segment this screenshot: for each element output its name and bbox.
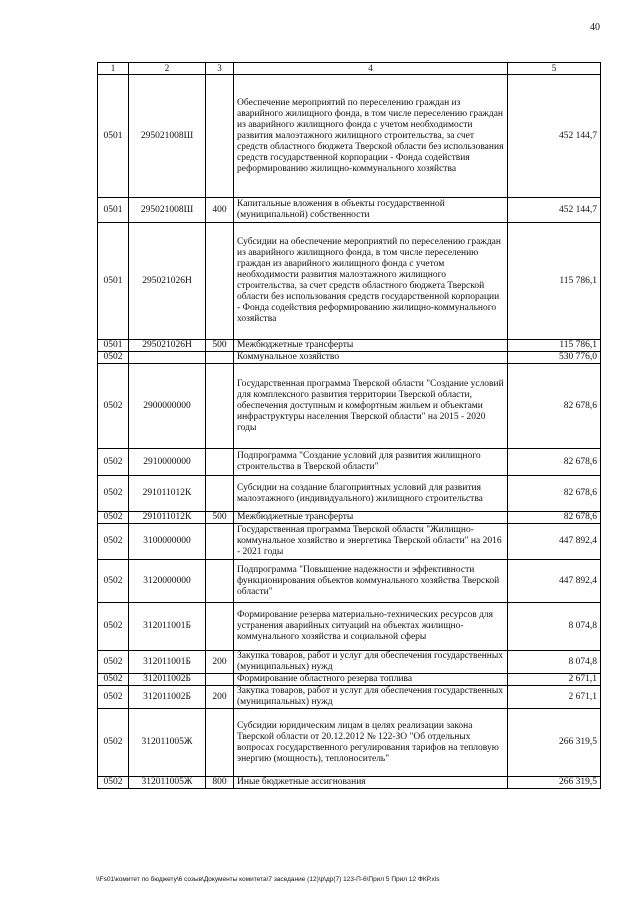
- table-row: [98, 340, 601, 352]
- type-cell: [206, 449, 234, 476]
- name-cell: Субсидии на обеспечение мероприятий по переселению граждан из аварийного жилищного фонда, в том числе переселению граждан из аварийного жилищного фонда с учетом необходимости развития малоэтажного жилищного строительства, за счет средств областного бюджета Тверской области без использования средств государственной корпорации - Фонда содействия реформированию жилищно-коммунального хозяйства: [234, 223, 508, 340]
- name-cell: Межбюджетные трансферты: [234, 512, 508, 524]
- code-cell: 312011005Ж: [129, 709, 206, 777]
- section-cell: 0502: [98, 674, 129, 686]
- code-cell: 291011012К: [129, 476, 206, 512]
- code-cell: [129, 352, 206, 364]
- name-cell: Субсидии юридическим лицам в целях реализации закона Тверской области от 20.12.2012 № 122-ЗО "Об отдельных вопросах государственного регулирования тарифов на тепловую энергию (мощность), теплоноситель": [234, 709, 508, 777]
- code-cell: 291011012К: [129, 512, 206, 524]
- type-cell: 400: [206, 198, 234, 223]
- amount-cell: 115 786,1: [508, 340, 601, 352]
- amount-cell: 266 319,5: [508, 777, 601, 789]
- name-cell: Подпрограмма "Повышение надежности и эффективности функционирования объектов коммунального хозяйства Тверской области": [234, 560, 508, 603]
- name-cell: Формирование резерва материально-технических ресурсов для устранения аварийных ситуаций на объектах жилищно-коммунального хозяйства и социальной сферы: [234, 603, 508, 651]
- table-row: [98, 352, 601, 364]
- section-cell: 0502: [98, 512, 129, 524]
- amount-cell: 2 671,1: [508, 674, 601, 686]
- name-cell: Закупка товаров, работ и услуг для обеспечения государственных (муниципальных) нужд: [234, 651, 508, 674]
- table-header-row: [98, 63, 601, 75]
- name-cell: Государственная программа Тверской области "Создание условий для комплексного развития территории Тверской области, обеспечения доступным и комфортным жильем и объектами инфраструктуры населения Тверской области" на 2015 - 2020 годы: [234, 364, 508, 449]
- footer-file-path: \\Fs01\комитет по бюджету\6 созыв\Документы комитета\7 заседание (12)\р\др(7) 123-П-6\Прил 5 Прил 12 ФКР.xls: [96, 876, 440, 883]
- header-col-3: 3: [206, 63, 234, 75]
- amount-cell: 82 678,6: [508, 476, 601, 512]
- name-cell: Подпрограмма "Создание условий для развития жилищного строительства в Тверской области": [234, 449, 508, 476]
- table-row: [98, 709, 601, 777]
- amount-cell: 82 678,6: [508, 512, 601, 524]
- table-row: [98, 651, 601, 674]
- type-cell: 500: [206, 512, 234, 524]
- name-cell: Капитальные вложения в объекты государственной (муниципальной) собственности: [234, 198, 508, 223]
- amount-cell: 8 074,8: [508, 603, 601, 651]
- type-cell: 200: [206, 686, 234, 709]
- code-cell: 2910000000: [129, 449, 206, 476]
- type-cell: [206, 560, 234, 603]
- section-cell: 0502: [98, 524, 129, 560]
- amount-cell: 8 074,8: [508, 651, 601, 674]
- table-row: [98, 223, 601, 340]
- table-row: [98, 524, 601, 560]
- table-row: [98, 449, 601, 476]
- code-cell: 3120000000: [129, 560, 206, 603]
- amount-cell: 266 319,5: [508, 709, 601, 777]
- section-cell: 0502: [98, 651, 129, 674]
- table-row: [98, 560, 601, 603]
- type-cell: [206, 709, 234, 777]
- type-cell: [206, 352, 234, 364]
- table-row: [98, 198, 601, 223]
- section-cell: 0501: [98, 340, 129, 352]
- code-cell: 295021026Н: [129, 340, 206, 352]
- code-cell: 295021008Ш: [129, 198, 206, 223]
- page-number: 40: [590, 22, 600, 33]
- type-cell: [206, 75, 234, 198]
- table-row: [98, 777, 601, 789]
- section-cell: 0502: [98, 352, 129, 364]
- table-row: [98, 686, 601, 709]
- amount-cell: 82 678,6: [508, 364, 601, 449]
- section-cell: 0501: [98, 75, 129, 198]
- table-row: [98, 674, 601, 686]
- type-cell: [206, 364, 234, 449]
- amount-cell: 2 671,1: [508, 686, 601, 709]
- amount-cell: 452 144,7: [508, 198, 601, 223]
- section-cell: 0502: [98, 476, 129, 512]
- code-cell: 312011001Б: [129, 651, 206, 674]
- name-cell: Иные бюджетные ассигнования: [234, 777, 508, 789]
- amount-cell: 447 892,4: [508, 560, 601, 603]
- section-cell: 0502: [98, 777, 129, 789]
- amount-cell: 115 786,1: [508, 223, 601, 340]
- table-row: [98, 364, 601, 449]
- section-cell: 0502: [98, 560, 129, 603]
- amount-cell: 530 776,0: [508, 352, 601, 364]
- budget-table: [97, 62, 601, 789]
- code-cell: 2900000000: [129, 364, 206, 449]
- code-cell: 3100000000: [129, 524, 206, 560]
- name-cell: Субсидии на создание благоприятных условий для развития малоэтажного (индивидуального) жилищного строительства: [234, 476, 508, 512]
- code-cell: 312011005Ж: [129, 777, 206, 789]
- code-cell: 295021008Ш: [129, 75, 206, 198]
- amount-cell: 452 144,7: [508, 75, 601, 198]
- section-cell: 0502: [98, 603, 129, 651]
- section-cell: 0502: [98, 364, 129, 449]
- name-cell: Формирование областного резерва топлива: [234, 674, 508, 686]
- name-cell: Государственная программа Тверской области "Жилищно-коммунальное хозяйство и энергетика Тверской области" на 2016 - 2021 годы: [234, 524, 508, 560]
- header-col-5: 5: [508, 63, 601, 75]
- name-cell: Межбюджетные трансферты: [234, 340, 508, 352]
- table-row: [98, 75, 601, 198]
- code-cell: 295021026Н: [129, 223, 206, 340]
- name-cell: Закупка товаров, работ и услуг для обеспечения государственных (муниципальных) нужд: [234, 686, 508, 709]
- type-cell: 800: [206, 777, 234, 789]
- type-cell: [206, 603, 234, 651]
- section-cell: 0501: [98, 223, 129, 340]
- amount-cell: 82 678,6: [508, 449, 601, 476]
- header-col-1: 1: [98, 63, 129, 75]
- section-cell: 0502: [98, 709, 129, 777]
- header-col-2: 2: [129, 63, 206, 75]
- code-cell: 312011002Б: [129, 686, 206, 709]
- type-cell: [206, 524, 234, 560]
- type-cell: [206, 223, 234, 340]
- code-cell: 312011002Б: [129, 674, 206, 686]
- table-row: [98, 512, 601, 524]
- amount-cell: 447 892,4: [508, 524, 601, 560]
- name-cell: Обеспечение мероприятий по переселению граждан из аварийного жилищного фонда, в том числе переселению граждан из аварийного жилищного фонда с учетом необходимости развития малоэтажного жилищного строительства, за счет средств областного бюджета Тверской области без использования средств государственной корпорации - Фонда содействия реформированию жилищно-коммунального хозяйства: [234, 75, 508, 198]
- type-cell: [206, 476, 234, 512]
- name-cell: Коммунальное хозяйство: [234, 352, 508, 364]
- section-cell: 0502: [98, 686, 129, 709]
- section-cell: 0501: [98, 198, 129, 223]
- type-cell: 200: [206, 651, 234, 674]
- type-cell: [206, 674, 234, 686]
- type-cell: 500: [206, 340, 234, 352]
- table-row: [98, 476, 601, 512]
- section-cell: 0502: [98, 449, 129, 476]
- code-cell: 312011001Б: [129, 603, 206, 651]
- header-col-4: 4: [234, 63, 508, 75]
- table-row: [98, 603, 601, 651]
